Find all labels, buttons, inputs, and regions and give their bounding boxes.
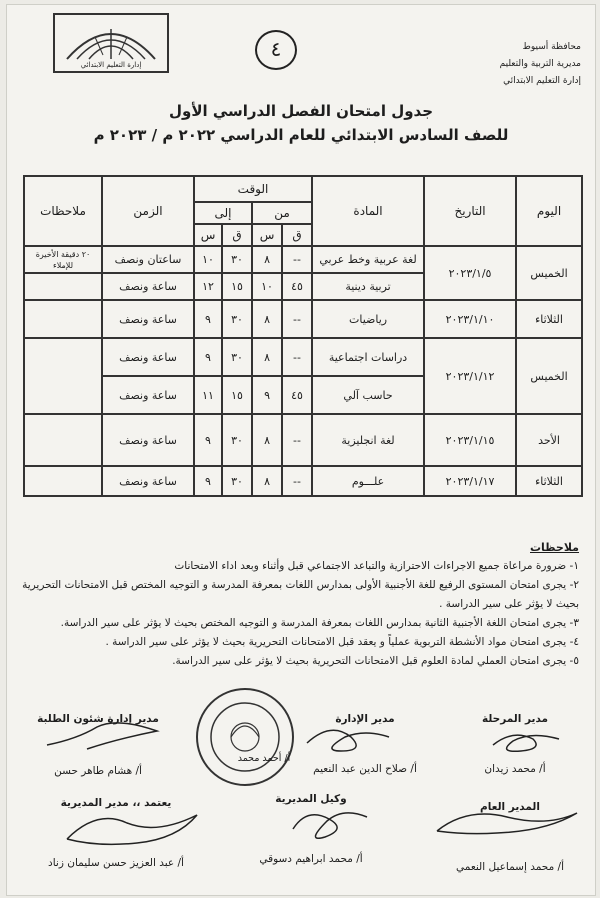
page-number: ٤ (255, 30, 297, 70)
title-line-2: للصف السادس الابتدائي للعام الدراسي ٢٠٢٢ م / ٢٠٢٣ م (93, 126, 509, 144)
header-from-minute: ق (282, 224, 312, 246)
note-item: ١- ضرورة مراعاة جميع الاجراءات الاحترازية والتباعد الاجتماعي قبل وأثناء وبعد اداء الامتحانات (174, 560, 579, 572)
notes-title: ملاحظات (530, 541, 579, 554)
signature-name: أ/ محمد زيدان (484, 763, 546, 775)
cell-to-minute: ٣٠ (222, 466, 252, 496)
cell-day: الأحد (516, 414, 582, 466)
cell-from-hour: ٨ (252, 300, 282, 338)
cell-from-minute: -- (282, 338, 312, 376)
cell-to-hour: ٩ (194, 414, 222, 466)
cell-note (24, 466, 102, 496)
cell-date: ٢٠٢٣/١/١٥ (424, 414, 516, 466)
cell-from-minute: ٤٥ (282, 273, 312, 300)
signature-general-manager (445, 801, 575, 873)
cell-from-minute: -- (282, 466, 312, 496)
cell-from-hour: ١٠ (252, 273, 282, 300)
header-to-minute: ق (222, 224, 252, 246)
signature-directorate-manager (21, 797, 211, 869)
header-to-hour: س (194, 224, 222, 246)
cell-subject: حاسب آلي (312, 376, 424, 414)
header-day: اليوم (516, 176, 582, 246)
cell-to-minute: ٣٠ (222, 414, 252, 466)
header-duration: الزمن (102, 176, 194, 246)
header-to: إلى (194, 202, 252, 224)
cell-date: ٢٠٢٣/١/١٠ (424, 300, 516, 338)
cell-day: الثلاثاء (516, 466, 582, 496)
signature-role: المدير العام (480, 801, 540, 813)
cell-duration: ساعة ونصف (102, 376, 194, 414)
cell-subject: تربية دينية (312, 273, 424, 300)
cell-note (24, 414, 102, 466)
cell-subject: لغة انجليزية (312, 414, 424, 466)
cell-day: الثلاثاء (516, 300, 582, 338)
signature-deputy-directorate (241, 793, 381, 865)
cell-to-hour: ١٢ (194, 273, 222, 300)
signature-name: أ/ هشام طاهر حسن (54, 765, 142, 777)
header-time: الوقت (194, 176, 312, 202)
cell-day: الخميس (516, 246, 582, 300)
cell-to-hour: ٩ (194, 466, 222, 496)
ministry-logo (53, 13, 169, 73)
signature-name: أ/ محمد إسماعيل النعمي (456, 861, 564, 873)
exam-schedule-table (23, 175, 583, 497)
signature-stage-manager (455, 713, 575, 775)
note-item: ٢- يجرى امتحان المستوى الرفيع للغة الأجنبية الأولى بمدارس اللغات بمعرفة المدرسة و التوجيه المختص قبل الامتحانات التحريرية بحيث لا يؤثر على سير الدراسة . (22, 579, 579, 610)
cell-from-minute: -- (282, 300, 312, 338)
cell-from-hour: ٩ (252, 376, 282, 414)
cell-to-minute: ١٥ (222, 273, 252, 300)
signature-role: وكيل المديرية (275, 793, 347, 805)
note-item: ٤- يجرى امتحان مواد الأنشطة التربوية عملياً و يعقد قبل الامتحانات التحريرية بحيث لا يؤثر على سير الدراسة . (105, 636, 579, 648)
signature-name: أ/ عبد العزيز حسن سليمان زناد (48, 857, 184, 869)
cell-subject: رياضيات (312, 300, 424, 338)
cell-duration: ساعة ونصف (102, 466, 194, 496)
cell-from-hour: ٨ (252, 338, 282, 376)
table-row (24, 300, 582, 338)
header-line: إدارة التعليم الابتدائي (503, 76, 581, 86)
cell-to-minute: ٣٠ (222, 300, 252, 338)
signature-name: أ/ صلاح الدين عبد النعيم (313, 763, 417, 775)
signature-role: مدير إدارة شئون الطلبة (37, 713, 159, 725)
cell-subject: علـــوم (312, 466, 424, 496)
logo-text: إدارة التعليم الابتدائي (80, 61, 142, 69)
cell-to-minute: ٣٠ (222, 338, 252, 376)
cell-from-minute: ٤٥ (282, 376, 312, 414)
cell-date: ٢٠٢٣/١/٥ (424, 246, 516, 300)
signature-admin-manager (285, 713, 445, 775)
signature-role: مدير الإدارة (335, 713, 395, 725)
cell-duration: ساعة ونصف (102, 273, 194, 300)
cell-subject: لغة عربية وخط عربي (312, 246, 424, 273)
table-row (24, 414, 582, 466)
cell-to-hour: ٩ (194, 338, 222, 376)
header-subject: المادة (312, 176, 424, 246)
header-notes: ملاحظات (24, 176, 102, 246)
cell-from-hour: ٨ (252, 414, 282, 466)
header-from: من (252, 202, 312, 224)
cell-to-hour: ٩ (194, 300, 222, 338)
document-title (67, 99, 535, 147)
cell-from-hour: ٨ (252, 246, 282, 273)
cell-date: ٢٠٢٣/١/١٢ (424, 338, 516, 414)
cell-to-hour: ١٠ (194, 246, 222, 273)
cell-to-minute: ٣٠ (222, 246, 252, 273)
note-item: ٣- يجرى امتحان اللغة الأجنبية الثانية بمدارس اللغات بمعرفة المدرسة و التوجيه المختص بحيث لا يؤثر على سير الدراسة. (60, 617, 579, 629)
signature-name: أ/ أحمد محمد (237, 753, 291, 764)
cell-from-minute: -- (282, 414, 312, 466)
cell-duration: ساعتان ونصف (102, 246, 194, 273)
signature-name: أ/ محمد ابراهيم دسوقي (259, 853, 363, 865)
notes-section (21, 538, 579, 671)
header-line: محافظة أسيوط (522, 42, 581, 52)
signature-student-affairs (23, 713, 173, 777)
document-page (6, 4, 596, 896)
table-row (24, 338, 582, 376)
table-row (24, 246, 582, 273)
cell-subject: دراسات اجتماعية (312, 338, 424, 376)
cell-duration: ساعة ونصف (102, 338, 194, 376)
cell-from-minute: -- (282, 246, 312, 273)
header-authority (431, 39, 581, 90)
cell-day: الخميس (516, 338, 582, 414)
cell-note: ٢٠ دقيقة الأخيرة للإملاء (24, 246, 102, 273)
cell-date: ٢٠٢٣/١/١٧ (424, 466, 516, 496)
cell-note (24, 338, 102, 414)
signature-stamp-name (219, 753, 309, 764)
title-line-1: جدول امتحان الفصل الدراسي الأول (168, 102, 434, 120)
header-line: مديرية التربية والتعليم (499, 59, 581, 69)
cell-note (24, 273, 102, 300)
note-item: ٥- يجرى امتحان العملي لمادة العلوم قبل الامتحانات التحريرية بحيث لا يؤثر على سير الدراسة. (172, 655, 579, 667)
cell-from-hour: ٨ (252, 466, 282, 496)
cell-to-hour: ١١ (194, 376, 222, 414)
cell-duration: ساعة ونصف (102, 414, 194, 466)
header-from-hour: س (252, 224, 282, 246)
signature-role: يعتمد ،، مدير المديرية (60, 797, 172, 809)
official-stamp-icon (193, 685, 297, 789)
table-row (24, 466, 582, 496)
header-date: التاريخ (424, 176, 516, 246)
signature-role: مدير المرحلة (481, 713, 549, 725)
cell-note (24, 300, 102, 338)
cell-to-minute: ١٥ (222, 376, 252, 414)
cell-duration: ساعة ونصف (102, 300, 194, 338)
